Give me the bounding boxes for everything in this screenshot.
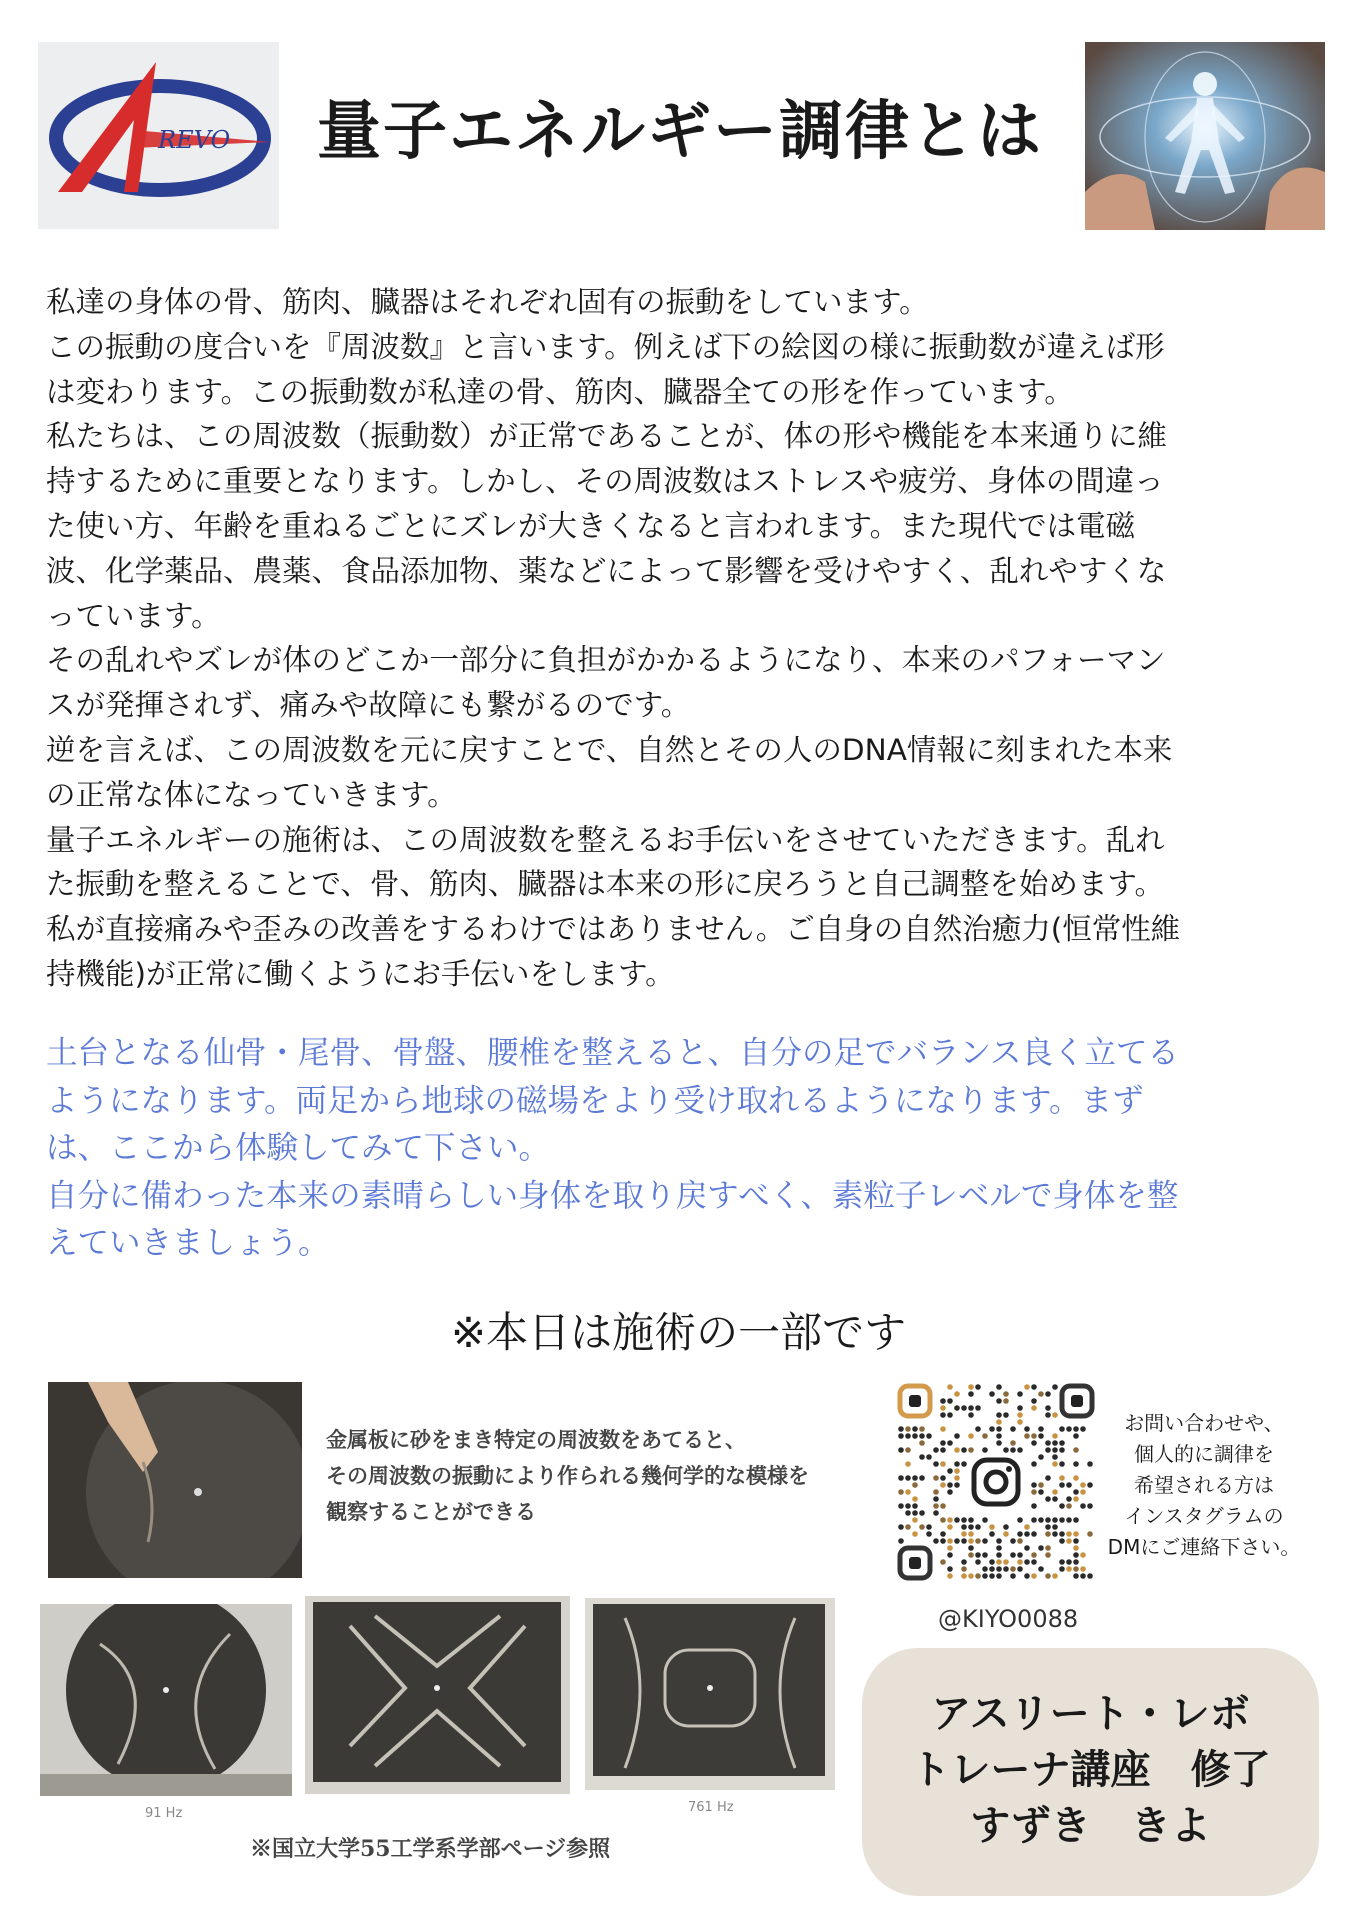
arevo-logo [38, 42, 279, 229]
body-line: た振動を整えることで、骨、筋肉、臓器は本来の形に戻ろうと自己調整を始めます。 [46, 867, 1165, 902]
body-line: た使い方、年齢を重ねるごとにズレが大きくなると言われます。また現代では電磁 [46, 508, 1136, 543]
body-line: 私達の身体の骨、筋肉、臓器はそれぞれ固有の振動をしています。 [46, 285, 929, 319]
body-line: 持するために重要となります。しかし、その周波数はストレスや疲労、身体の間違っ [46, 464, 1164, 499]
trainer-line: アスリート・レボ [931, 1691, 1250, 1737]
body-line: スが発揮されず、痛みや故障にも繋がるのです。 [46, 688, 691, 723]
page-title: 量子エネルギー調律とは [317, 95, 1043, 169]
contact-line: お問い合わせや、 [1124, 1411, 1284, 1435]
trainer-line: すずき きよ [970, 1803, 1211, 1849]
contact-line: インスタグラムの [1124, 1504, 1284, 1528]
body-line: 持機能)が正常に働くようにお手伝いをします。 [46, 956, 675, 991]
body-text [46, 280, 1316, 997]
highlight-text [46, 1030, 1326, 1268]
body-line: その乱れやズレが体のどこか一部分に負担がかかるようになり、本来のパフォーマン [46, 643, 1166, 678]
body-line: は変わります。この振動数が私達の骨、筋肉、臓器全ての形を作っています。 [46, 374, 1074, 409]
highlight-line: 自分に備わった本来の素晴らしい身体を取り戻すべく、素粒子レベルで身体を整 [46, 1177, 1179, 1214]
instagram-qr-code[interactable] [896, 1382, 1096, 1582]
body-line: 量子エネルギーの施術は、この周波数を整えるお手伝いをさせていただきます。乱れ [46, 822, 1165, 857]
svg-text:REVO: REVO [158, 126, 231, 154]
body-line: 私が直接痛みや歪みの改善をするわけではありません。ご自身の自然治癒力(恒常性維 [46, 912, 1181, 947]
plate-91hz-photo [40, 1604, 292, 1796]
body-line: の正常な体になっていきます。 [46, 777, 457, 812]
experiment-caption [326, 1422, 866, 1530]
instagram-handle[interactable]: @KIYO0088 [938, 1605, 1079, 1633]
highlight-line: は、ここから体験してみて下さい。 [46, 1130, 551, 1166]
body-line: この振動の度合いを『周波数』と言います。例えば下の絵図の様に振動数が違えば形 [46, 329, 1165, 364]
frequency-label-91: 91 Hz [145, 1806, 183, 1821]
body-line: 逆を言えば、この周波数を元に戻すことで、自然とその人のDNA情報に刻まれた本来 [46, 732, 1173, 767]
body-line: 波、化学薬品、農薬、食品添加物、薬などによって影響を受けやすく、乱れやすくな [46, 553, 1167, 588]
energy-body-image [1085, 42, 1325, 230]
body-line: っています。 [46, 598, 221, 633]
frequency-label-761: 761 Hz [688, 1800, 734, 1815]
trainer-line: トレーナ講座 修了 [910, 1747, 1271, 1793]
contact-line: 希望される方は [1134, 1473, 1274, 1497]
body-line: 私たちは、この周波数（振動数）が正常であることが、体の形や機能を本来通りに維 [46, 419, 1168, 454]
contact-info [1104, 1408, 1304, 1563]
highlight-line: 土台となる仙骨・尾骨、骨盤、腰椎を整えると、自分の足でバランス良く立てる [46, 1035, 1180, 1071]
sand-plate-photo [48, 1382, 302, 1578]
notice-heading: ※本日は施術の一部です [450, 1308, 907, 1357]
highlight-line: ようになります。両足から地球の磁場をより受け取れるようになります。まず [46, 1082, 1144, 1119]
trainer-credential-box [862, 1648, 1319, 1896]
reference-note: ※国立大学55工学系学部ページ参照 [250, 1836, 611, 1862]
caption-line: その周波数の振動により作られる幾何学的な模様を [326, 1463, 809, 1488]
caption-line: 観察することができる [326, 1499, 536, 1524]
contact-line: DMにご連絡下さい。 [1107, 1535, 1301, 1559]
plate-square-pattern-photo [305, 1596, 570, 1794]
plate-761hz-photo [585, 1598, 835, 1790]
highlight-line: えていきましょう。 [46, 1225, 330, 1261]
contact-line: 個人的に調律を [1134, 1442, 1274, 1466]
caption-line: 金属板に砂をまき特定の周波数をあてると、 [326, 1427, 746, 1452]
